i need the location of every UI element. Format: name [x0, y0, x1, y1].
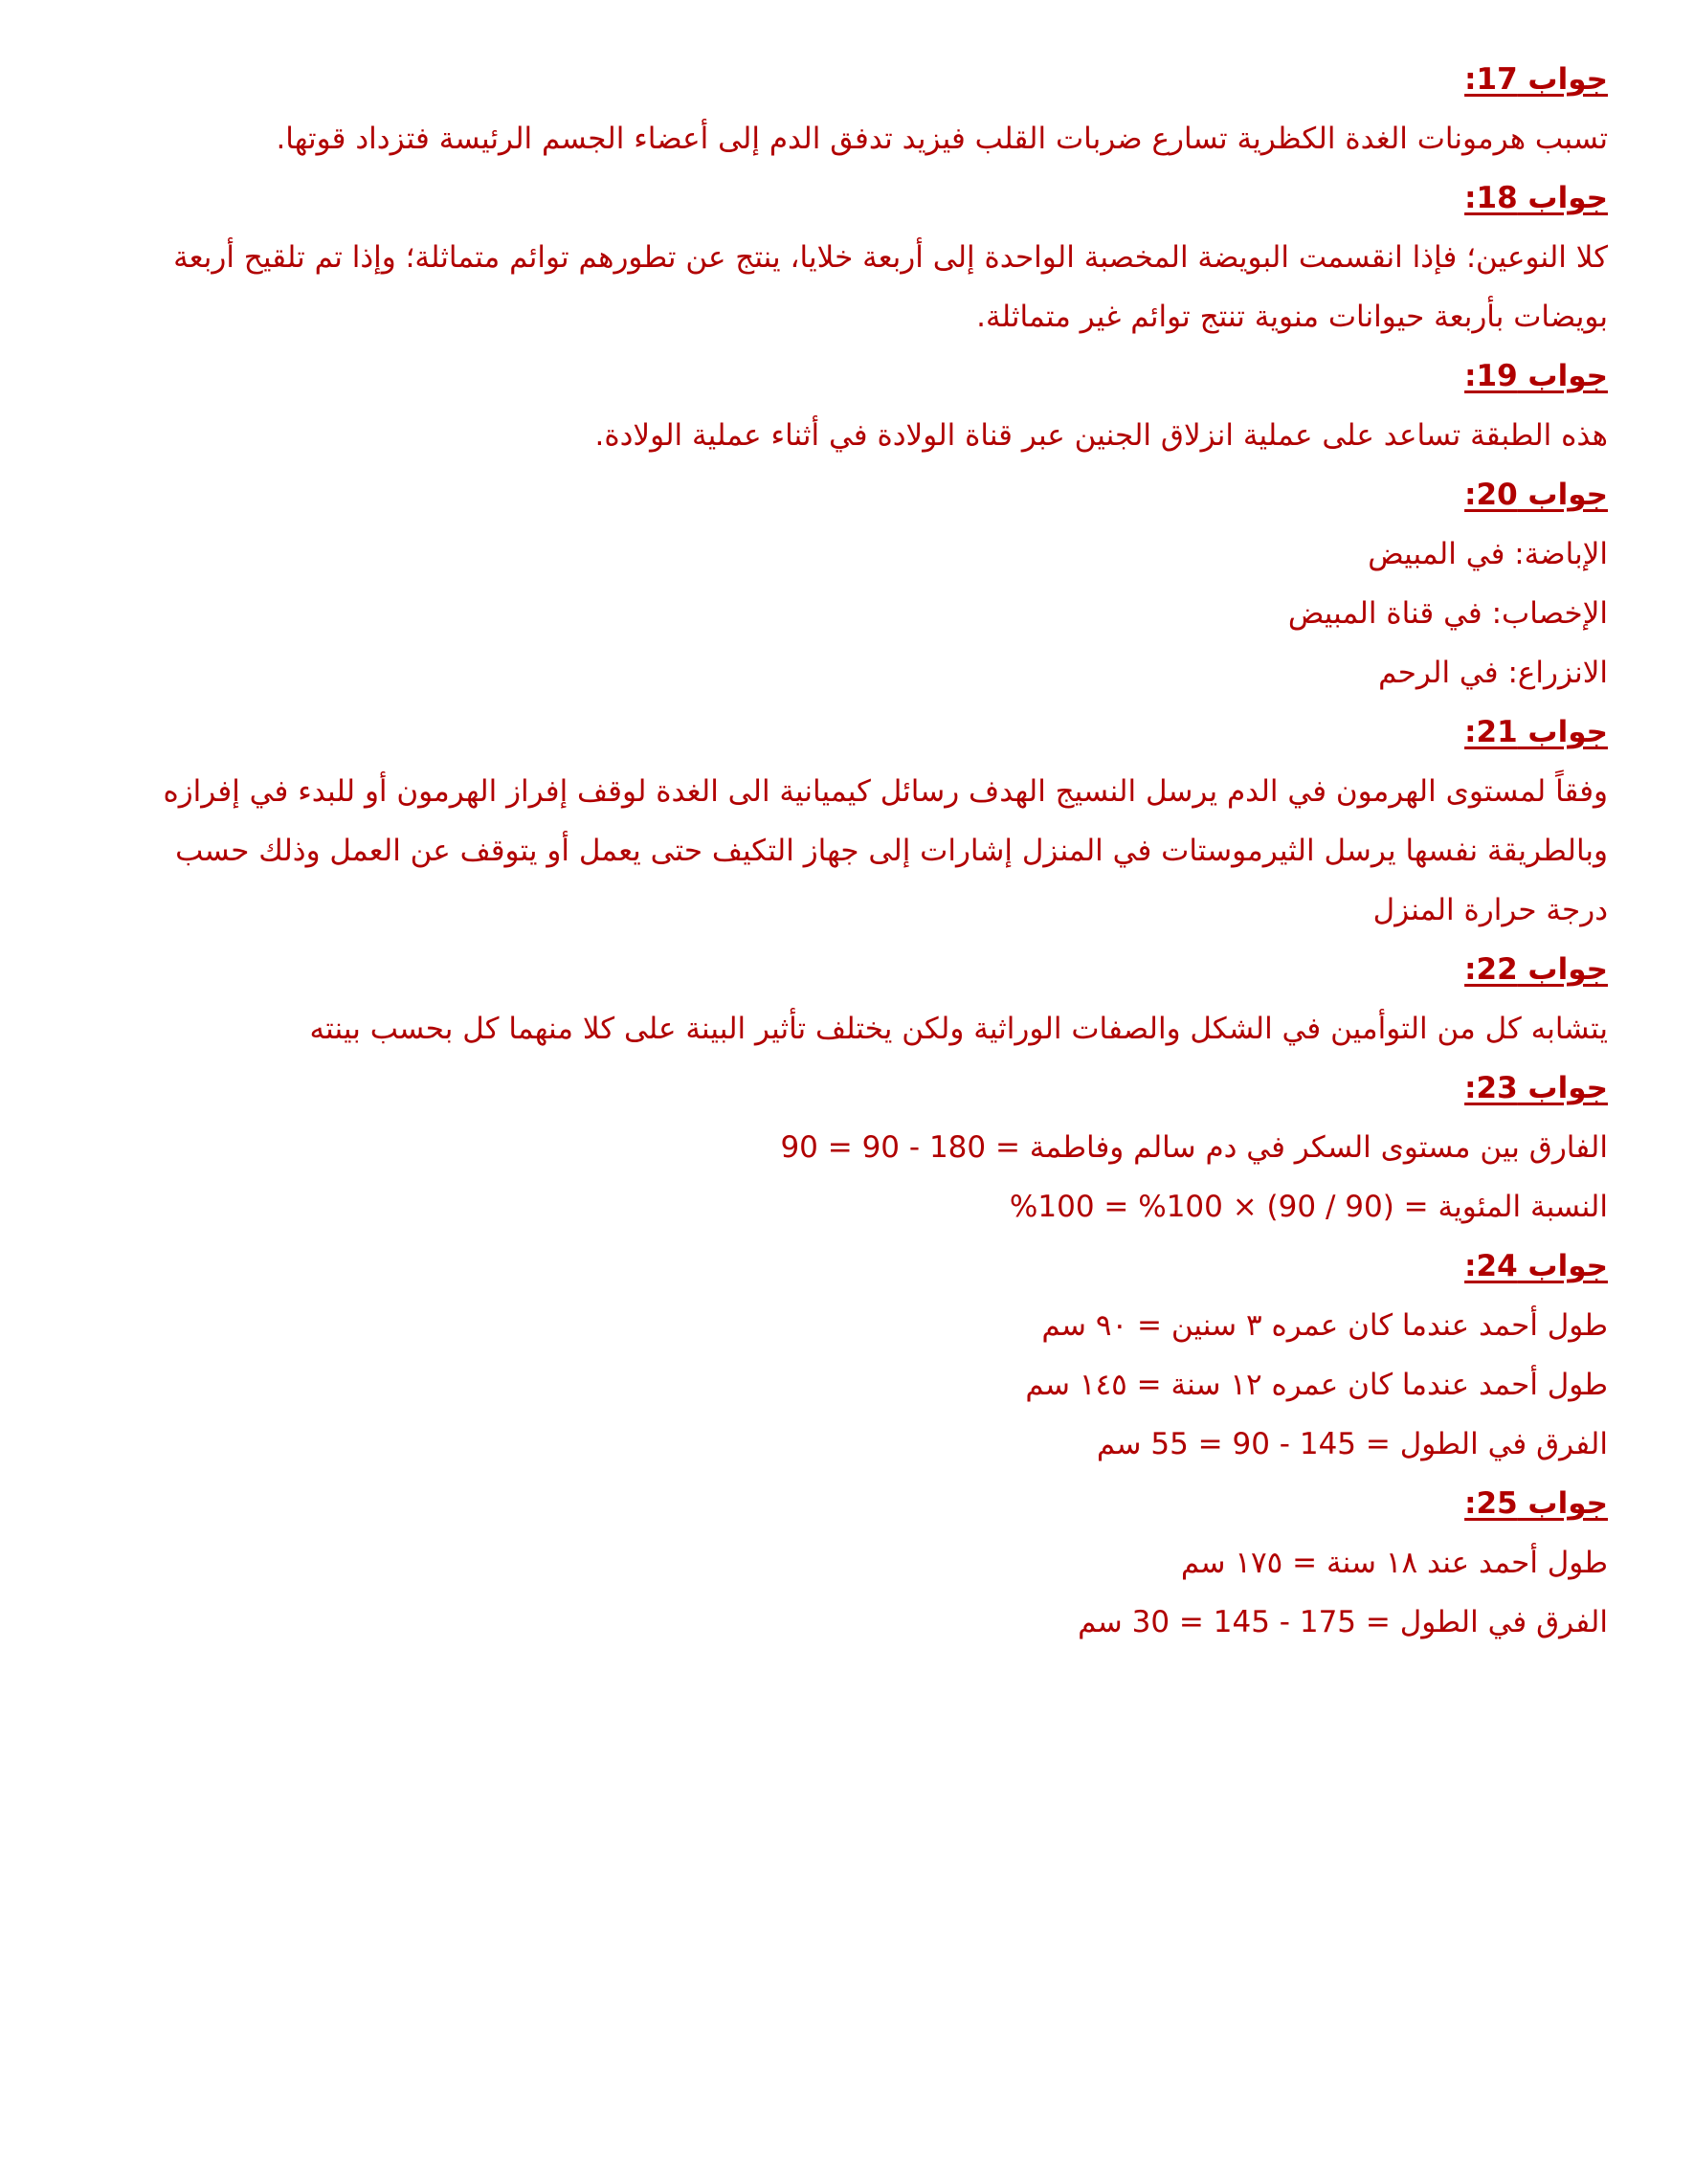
answer-23-line-difference: الفارق بين مستوى السكر في دم سالم وفاطمة = 180 - 90 = 90	[780, 1130, 1608, 1165]
answer-18-text: كلا النوعين؛ فإذا انقسمت البويضة المخصبة الواحدة إلى أربعة خلايا، ينتج عن تطورهم توائم متماثلة؛ وإذا تم تلقيح أربعة بويضات بأربعة حيوانات منوية تنتج توائم غير متماثلة.	[173, 240, 1608, 334]
answer-25-heading: جواب 25:	[1464, 1486, 1608, 1521]
answer-20-line-fertilization: الإخصاب: في قناة المبيض	[1287, 596, 1608, 631]
answer-19-text: هذه الطبقة تساعد على عملية انزلاق الجنين عبر قناة الولادة في أثناء عملية الولادة.	[594, 418, 1608, 453]
answer-17-heading: جواب 17:	[1464, 62, 1608, 97]
answer-21-text: وفقاً لمستوى الهرمون في الدم يرسل النسيج الهدف رسائل كيميانية الى الغدة لوقف إفراز الهرمون أو للبدء في إفرازه وبالطريقة نفسها يرسل الثيرموستات في المنزل إشارات إلى جهاز التكيف حتى يعمل أو يتوقف عن العمل وذلك حسب درجة حرارة المنزل	[163, 774, 1608, 927]
answer-25-line-height-age18: طول أحمد عند ١٨ سنة = ١٧٥ سم	[1180, 1546, 1608, 1580]
answers-document	[144, 50, 1608, 1652]
answer-24-heading: جواب 24:	[1464, 1249, 1608, 1283]
answer-22-heading: جواب 22:	[1464, 952, 1608, 987]
answer-18-heading: جواب 18:	[1464, 181, 1608, 215]
answer-19-heading: جواب 19:	[1464, 359, 1608, 393]
answer-17-text: تسبب هرمونات الغدة الكظرية تسارع ضربات القلب فيزيد تدفق الدم إلى أعضاء الجسم الرئيسة فتزداد قوتها.	[276, 122, 1608, 156]
answer-23-heading: جواب 23:	[1464, 1071, 1608, 1105]
answer-24-line-difference: الفرق في الطول = 145 - 90 = 55 سم	[1096, 1427, 1608, 1461]
answer-22-text: يتشابه كل من التوأمين في الشكل والصفات الوراثية ولكن يختلف تأثير البينة على كلا منهما كل بحسب بينته	[309, 1012, 1608, 1046]
answer-20-line-implantation: الانزراع: في الرحم	[1378, 656, 1608, 690]
answer-23-line-percentage: النسبة المئوية = (90 / 90) × 100% = 100%	[1009, 1190, 1608, 1224]
answer-20-line-ovulation: الإباضة: في المبيض	[1368, 537, 1608, 571]
answer-20-heading: جواب 20:	[1464, 478, 1608, 512]
answer-24-line-height-age3: طول أحمد عندما كان عمره ٣ سنين = ٩٠ سم	[1041, 1308, 1608, 1343]
answer-21-heading: جواب 21:	[1464, 715, 1608, 749]
answer-25-line-difference: الفرق في الطول = 175 - 145 = 30 سم	[1078, 1605, 1608, 1639]
answer-24-line-height-age12: طول أحمد عندما كان عمره ١٢ سنة = ١٤٥ سم	[1025, 1368, 1608, 1402]
